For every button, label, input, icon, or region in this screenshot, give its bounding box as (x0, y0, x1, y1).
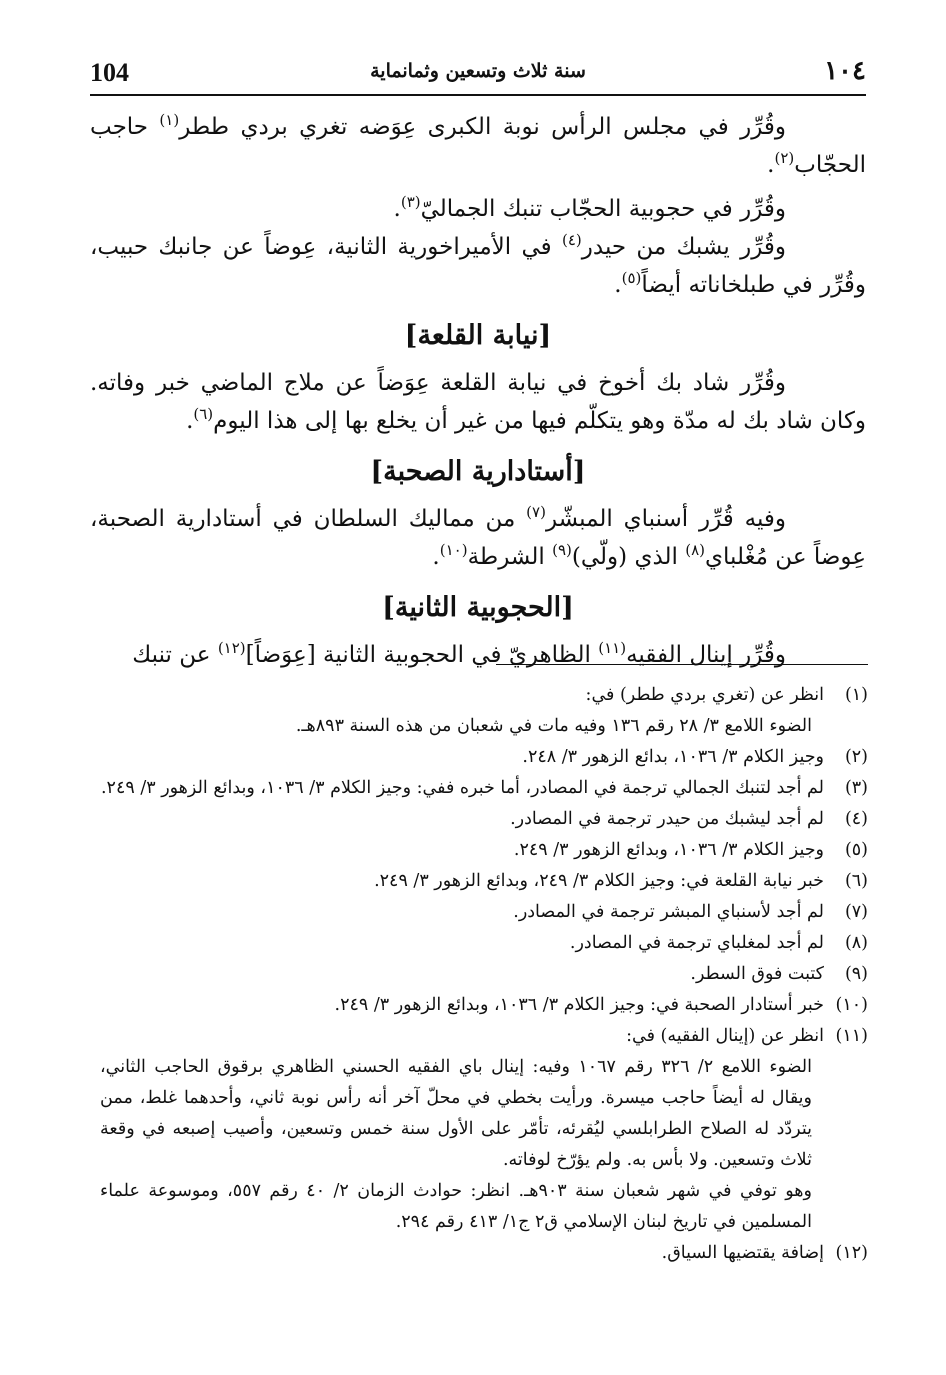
footnote-9: (٩) كتبت فوق السطر. (100, 959, 868, 990)
footnote-ref: (٧) (526, 503, 546, 521)
footnote-4: (٤) لم أجد ليشبك من حيدر ترجمة في المصادر. (100, 804, 868, 835)
footnote-ref: (٢) (774, 149, 795, 167)
footnote-number: (٧) (844, 902, 868, 922)
footnote-7: (٧) لم أجد لأسنباي المبشر ترجمة في المصادر. (100, 897, 868, 928)
paragraph-6: وقُرِّر إينال الفقيه$^{(١١)}$ الظاهريّ في الحجوبية الثانية [عِوَضاً]$^{(١٢)}$ عن تنبك (132, 639, 786, 668)
paragraph-4: وقُرِّر شاد بك أخوخ في نيابة القلعة عِوَضاً عن ملاج الماضي خبر وفاته. وكان شاد بك له مدّة وهو يتكلّم فيها من غير أن يخلع بها إلى هذا اليوم$^{(٦)}$. (90, 370, 866, 434)
running-title: سنة ثلاث وتسعين وثمانماية (370, 60, 586, 82)
footnote-number: (٣) (844, 778, 868, 798)
paragraph-1: وقُرِّر في مجلس الرأس نوبة الكبرى عِوَضه تغري بردي ططر$^{(١)}$ حاجب الحجّاب$^{(٢)}$. (90, 111, 866, 178)
footnote-number: (٩) (844, 964, 868, 984)
footnote-3: (٣) لم أجد لتنبك الجمالي ترجمة في المصادر، أما خبره ففي: وجيز الكلام ٣/ ١٠٣٦، وبدائع الزهور ٣/ ٢٤٩. (100, 773, 868, 804)
footnote-ref: (١) (159, 111, 180, 129)
footnote-10: (١٠) خبر أستادار الصحبة في: وجيز الكلام ٣/ ١٠٣٦، وبدائع الزهور ٣/ ٢٤٩. (100, 990, 868, 1021)
footnote-ref: (٤) (561, 231, 582, 249)
footnote-ref: (١١) (598, 639, 627, 657)
footnote-12: (١٢) إضافة يقتضيها السياق. (100, 1238, 868, 1269)
page-number-arabic: ١٠٤ (824, 56, 866, 86)
footnote-11: (١١) انظر عن (إينال الفقيه) في: الضوء اللامع ٢/ ٣٢٦ رقم ١٠٦٧ وفيه: إينال باي الفقيه الحسني الظاهري برقوق الحاجب الثاني، ويقال له أيضاً حاجب ميسرة. ورأيت بخطي في محلّ آخر أنه رأس نوبة ثاني، وأحدهما غلط، ممن يتردّد له الصلاح الطرابلسي ليُقرئه، تأمّر على الأول سنة خمس وتسعين، وأصيب إصبعه في وقعة ثلاث وتسعين. ولا بأس به. ولم يؤرّخ لوفاته. وهو توفي في شهر شعبان سنة ٩٠٣هـ. انظر: حوادث الزمان ٢/ ٤٠ رقم ٥٥٧، وموسوعة علماء المسلمين في تاريخ لبنان الإسلامي ق٢ ج١/ ٤١٣ رقم ٢٩٤. (100, 1021, 868, 1238)
footnote-separator (496, 664, 868, 665)
footnote-ref: (٣) (400, 193, 421, 211)
section-title-niyabat-al-qalaa: [نيابة القلعة] (404, 320, 552, 351)
footnote-number: (١٠) (835, 995, 868, 1015)
footnote-6: (٦) خبر نيابة القلعة في: وجيز الكلام ٣/ ٢٤٩، وبدائع الزهور ٣/ ٢٤٩. (100, 866, 868, 897)
header-rule (90, 94, 866, 96)
footnote-number: (٨) (844, 933, 868, 953)
footnote-number: (١) (844, 685, 868, 705)
footnote-ref: (٩) (552, 541, 572, 559)
main-text (90, 108, 866, 674)
footnote-number: (٥) (844, 840, 868, 860)
footnote-number: (٦) (844, 871, 868, 891)
paragraph-2: وقُرِّر في حجوبية الحجّاب تنبك الجماليّ$^{(٣)}$. (393, 193, 786, 222)
footnote-ref: (١٢) (217, 639, 246, 657)
footnote-number: (٢) (844, 747, 868, 767)
footnote-ref: (٦) (193, 405, 214, 423)
footnote-number: (٤) (844, 809, 868, 829)
footnote-1: (١) انظر عن (تغري بردي ططر) في: الضوء اللامع ٣/ ٢٨ رقم ١٣٦ وفيه مات في شعبان من هذه السنة ٨٩٣هـ. (100, 680, 868, 742)
paragraph-5: وفيه قُرِّر أسنباي المبشّر$^{(٧)}$ من مماليك السلطان في أستادارية الصحبة، عِوضاً عن مُغْلباي$^{(٨)}$ الذي (ولّي)$^{(٩)}$ الشرطة$^{(١٠)}$. (90, 503, 866, 570)
footnote-number: (١١) (835, 1026, 868, 1046)
paragraph-3: وقُرِّر يشبك من حيدر$^{(٤)}$ في الأميراخورية الثانية، عِوضاً عن جانبك حبيب، وقُرِّر في طبلخاناته أيضاً$^{(٥)}$. (90, 231, 866, 298)
footnote-number: (١٢) (835, 1243, 868, 1263)
footnote-ref: (٥) (621, 269, 642, 287)
section-title-al-hujubiya-al-thaniya: [الحجوبية الثانية] (382, 592, 574, 623)
footnote-ref: (١٠) (439, 541, 468, 559)
footnote-2: (٢) وجيز الكلام ٣/ ١٠٣٦، بدائع الزهور ٣/ ٢٤٨. (100, 742, 868, 773)
footnote-8: (٨) لم أجد لمغلباي ترجمة في المصادر. (100, 928, 868, 959)
footnote-5: (٥) وجيز الكلام ٣/ ١٠٣٦، وبدائع الزهور ٣/ ٢٤٩. (100, 835, 868, 866)
footnote-ref: (٨) (685, 541, 706, 559)
footnotes (100, 680, 868, 1269)
section-title-ustadariyat-al-suhba: [أستادارية الصحبة] (370, 456, 586, 487)
page-header (90, 58, 866, 90)
page-number-latin: 104 (90, 58, 129, 87)
